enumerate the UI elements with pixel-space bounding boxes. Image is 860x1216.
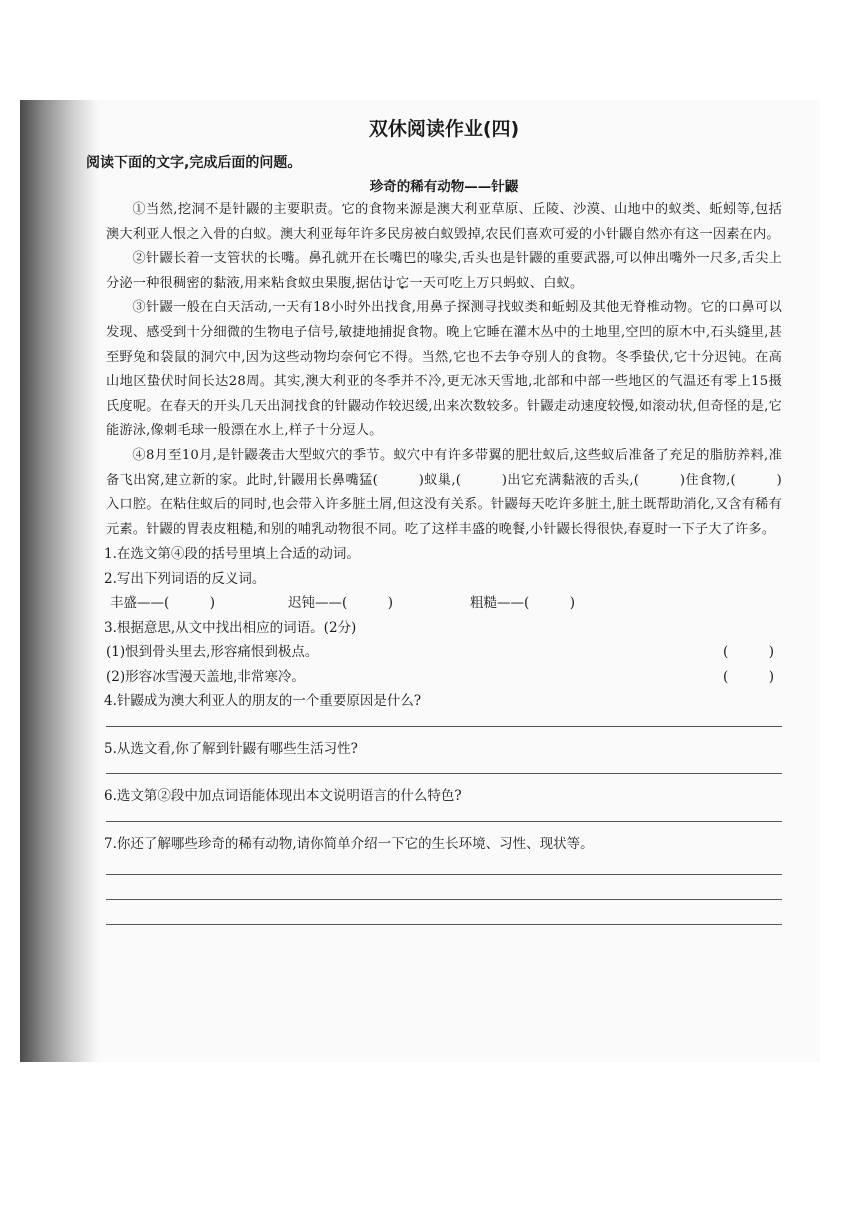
question-3-item-1 <box>106 640 782 665</box>
paragraph-4: ④8月至10月,是针鼹袭击大型蚁穴的季节。蚁穴中有许多带翼的肥壮蚁后,这些蚁后准备了充足的脂肪养料,准备飞出窝,建立新的家。此时,针鼹用长鼻嘴猛( )蚁巢,( )出它充满黏液的舌头,( )住食物,( )入口腔。在粘住蚁后的同时,也会带入许多脏土屑,但这没有关系。针鼹每天吃许多脏土,脏土既帮助消化,又含有稀有元素。针鼹的胃表皮粗糙,和别的哺乳动物很不同。吃了这样丰盛的晚餐,小针鼹长得很快,春夏时一下子大了许多。 <box>106 447 782 537</box>
antonym-item[interactable]: 丰盛——( ) <box>110 595 216 612</box>
question-3: 3.根据意思,从文中找出相应的词语。(2分) <box>104 619 357 636</box>
paragraph-2-tail: 它一天可吃上万只蚂蚁、白蚁。 <box>395 275 584 291</box>
answer-line[interactable] <box>106 924 782 925</box>
question-2: 2.写出下列词语的反义词。 <box>104 570 266 587</box>
antonym-row <box>106 591 782 616</box>
paragraph-2-text: ②针鼹长着一支管状的长嘴。鼻孔就开在长嘴巴的喙尖,舌头也是针鼹的重要武器,可以伸出嘴外一尺多,舌尖上分泌一种很稠密的黏液,用来粘食蚁虫果腹, <box>106 251 782 291</box>
question-3-item-2 <box>106 665 782 690</box>
question-4: 4.针鼹成为澳大利亚人的朋友的一个重要原因是什么? <box>104 693 422 710</box>
antonym-item[interactable]: 迟钝——( ) <box>288 595 394 612</box>
worksheet-page <box>20 100 820 1062</box>
answer-blank[interactable]: ( ) <box>722 644 774 661</box>
instruction: 阅读下面的文字,完成后面的问题。 <box>86 155 302 171</box>
q3-item-text: (2)形容冰雪漫天盖地,非常寒冷。 <box>106 668 305 685</box>
answer-blank[interactable]: ( ) <box>722 668 774 685</box>
question-5: 5.从选文看,你了解到针鼹有哪些生活习性? <box>104 740 358 757</box>
dotted-word: 据估计 <box>355 275 396 291</box>
paragraph-3: ③针鼹一般在白天活动,一天有18小时外出找食,用鼻子探测寻找蚁类和蚯蚓及其他无脊椎动物。它的口鼻可以发现、感受到十分细微的生物电子信号,敏捷地捕捉食物。晚上它睡在灌木丛中的土地里,空凹的原木中,石头缝里,甚至野兔和袋鼠的洞穴中,因为这些动物均奈何它不得。当然,它也不去争夺别人的食物。冬季蛰伏,它十分迟钝。在高山地区蛰伏时间长达28周。其实,澳大利亚的冬季并不冷,更无冰天雪地,北部和中部一些地区的气温还有零上15摄氏度呢。在春天的开头几天出洞找食的针鼹动作较迟缓,出来次数较多。针鼹走动速度较慢,如滚动状,但奇怪的是,它能游泳,像刺毛球一般漂在水上,样子十分逗人。 <box>106 300 782 439</box>
antonym-item[interactable]: 粗糙——( ) <box>470 595 576 612</box>
question-1: 1.在选文第④段的括号里填上合适的动词。 <box>104 546 360 563</box>
article-title: 珍奇的稀有动物——针鼹 <box>369 179 519 195</box>
paragraph-1: ①当然,挖洞不是针鼹的主要职责。它的食物来源是澳大利亚草原、丘陵、沙漠、山地中的蚁类、蚯蚓等,包括澳大利亚人恨之入骨的白蚁。澳大利亚每年许多民房被白蚁毁掉,农民们喜欢可爱的小针鼹自然亦有这一因素在内。 <box>106 202 782 242</box>
page-title: 双休阅读作业(四) <box>368 118 520 140</box>
question-7: 7.你还了解哪些珍奇的稀有动物,请你简单介绍一下它的生长环境、习性、现状等。 <box>104 835 594 852</box>
q3-item-text: (1)恨到骨头里去,形容痛恨到极点。 <box>106 644 319 661</box>
question-6: 6.选文第②段中加点词语能体现出本文说明语言的什么特色? <box>104 788 462 805</box>
paragraph-2 <box>106 247 782 296</box>
worksheet-content <box>86 100 782 925</box>
scan-shadow <box>20 100 98 1062</box>
